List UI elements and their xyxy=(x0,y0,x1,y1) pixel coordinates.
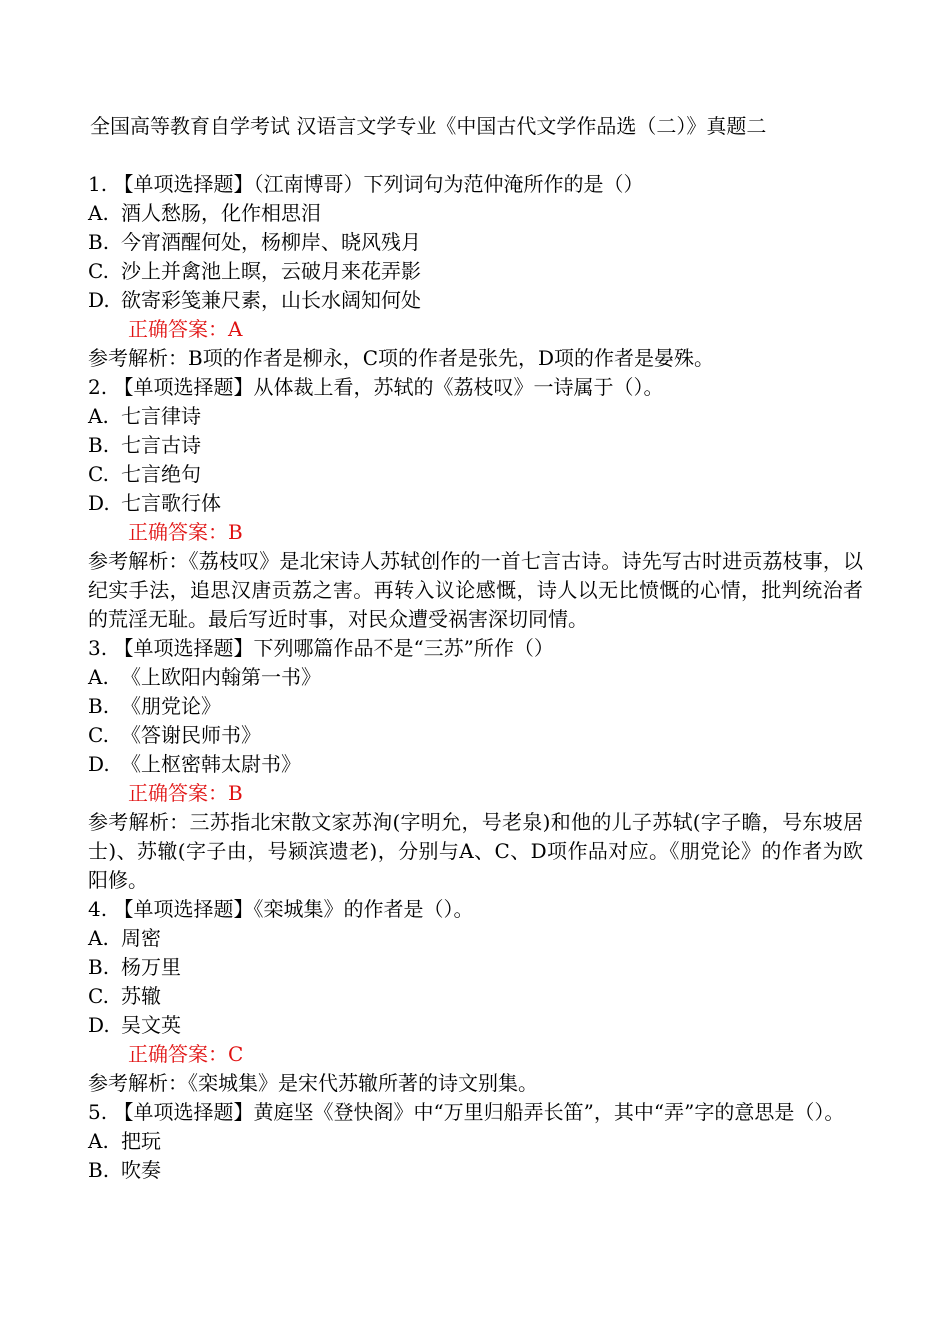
option-d: D. 《上枢密韩太尉书》 xyxy=(88,752,301,776)
question-2 xyxy=(88,373,863,634)
option-a: A. 周密 xyxy=(88,926,161,950)
question-list xyxy=(88,170,863,1185)
option-a: A. 《上欧阳内翰第一书》 xyxy=(88,665,321,689)
correct-answer: 正确答案：B xyxy=(128,781,243,805)
option-a: A. 七言律诗 xyxy=(88,404,201,428)
option-a: A. 酒人愁肠，化作相思泪 xyxy=(88,201,321,225)
option-b: B. 吹奏 xyxy=(88,1158,161,1182)
option-b: B. 七言古诗 xyxy=(88,433,201,457)
option-c: C. 《答谢民师书》 xyxy=(88,723,261,747)
option-b: B. 今宵酒醒何处，杨柳岸、晓风残月 xyxy=(88,230,421,254)
correct-answer: 正确答案：B xyxy=(128,520,243,544)
option-c: C. 七言绝句 xyxy=(88,462,201,486)
option-c: C. 苏辙 xyxy=(88,984,161,1008)
analysis-text: 参考解析：《荔枝叹》是北宋诗人苏轼创作的一首七言古诗。诗先写古时进贡荔枝事，以纪实手法，追思汉唐贡荔之害。再转入议论感慨，诗人以无比愤慨的心情，批判统治者的荒淫无耻。最后写近时事，对民众遭受祸害深切同情。 xyxy=(88,549,864,631)
option-a: A. 把玩 xyxy=(88,1129,161,1153)
option-b: B. 《朋党论》 xyxy=(88,694,221,718)
correct-answer: 正确答案：A xyxy=(128,317,243,341)
option-b: B. 杨万里 xyxy=(88,955,181,979)
option-d: D. 欲寄彩笺兼尺素，山长水阔知何处 xyxy=(88,288,421,312)
question-stem: 5. 【单项选择题】黄庭坚《登快阁》中“万里归船弄长笛”，其中“弄”字的意思是（）。 xyxy=(88,1100,845,1124)
correct-answer: 正确答案：C xyxy=(128,1042,244,1066)
question-1 xyxy=(88,170,863,373)
question-3 xyxy=(88,634,863,895)
question-stem: 1. 【单项选择题】（江南博哥）下列词句为范仲淹所作的是（） xyxy=(88,172,644,196)
document-title: 全国高等教育自学考试 汉语言文学专业《中国古代文学作品选（二）》真题二 xyxy=(90,114,767,138)
option-d: D. 七言歌行体 xyxy=(88,491,221,515)
analysis-text: 参考解析：三苏指北宋散文家苏洵(字明允，号老泉)和他的儿子苏轼(字子瞻，号东坡居士)、苏辙(字子由，号颍滨遗老)，分别与A、C、D项作品对应。《朋党论》的作者为欧阳修。 xyxy=(88,810,863,892)
question-4 xyxy=(88,895,863,1098)
question-5 xyxy=(88,1098,863,1185)
option-c: C. 沙上并禽池上暝，云破月来花弄影 xyxy=(88,259,421,283)
question-stem: 3. 【单项选择题】下列哪篇作品不是“三苏”所作（） xyxy=(88,636,554,660)
option-d: D. 吴文英 xyxy=(88,1013,181,1037)
analysis-text: 参考解析：B项的作者是柳永，C项的作者是张先，D项的作者是晏殊。 xyxy=(88,346,715,370)
question-stem: 4. 【单项选择题】《栾城集》的作者是（）。 xyxy=(88,897,474,921)
question-stem: 2. 【单项选择题】从体裁上看，苏轼的《荔枝叹》一诗属于（）。 xyxy=(88,375,664,399)
analysis-text: 参考解析：《栾城集》是宋代苏辙所著的诗文别集。 xyxy=(88,1071,538,1095)
